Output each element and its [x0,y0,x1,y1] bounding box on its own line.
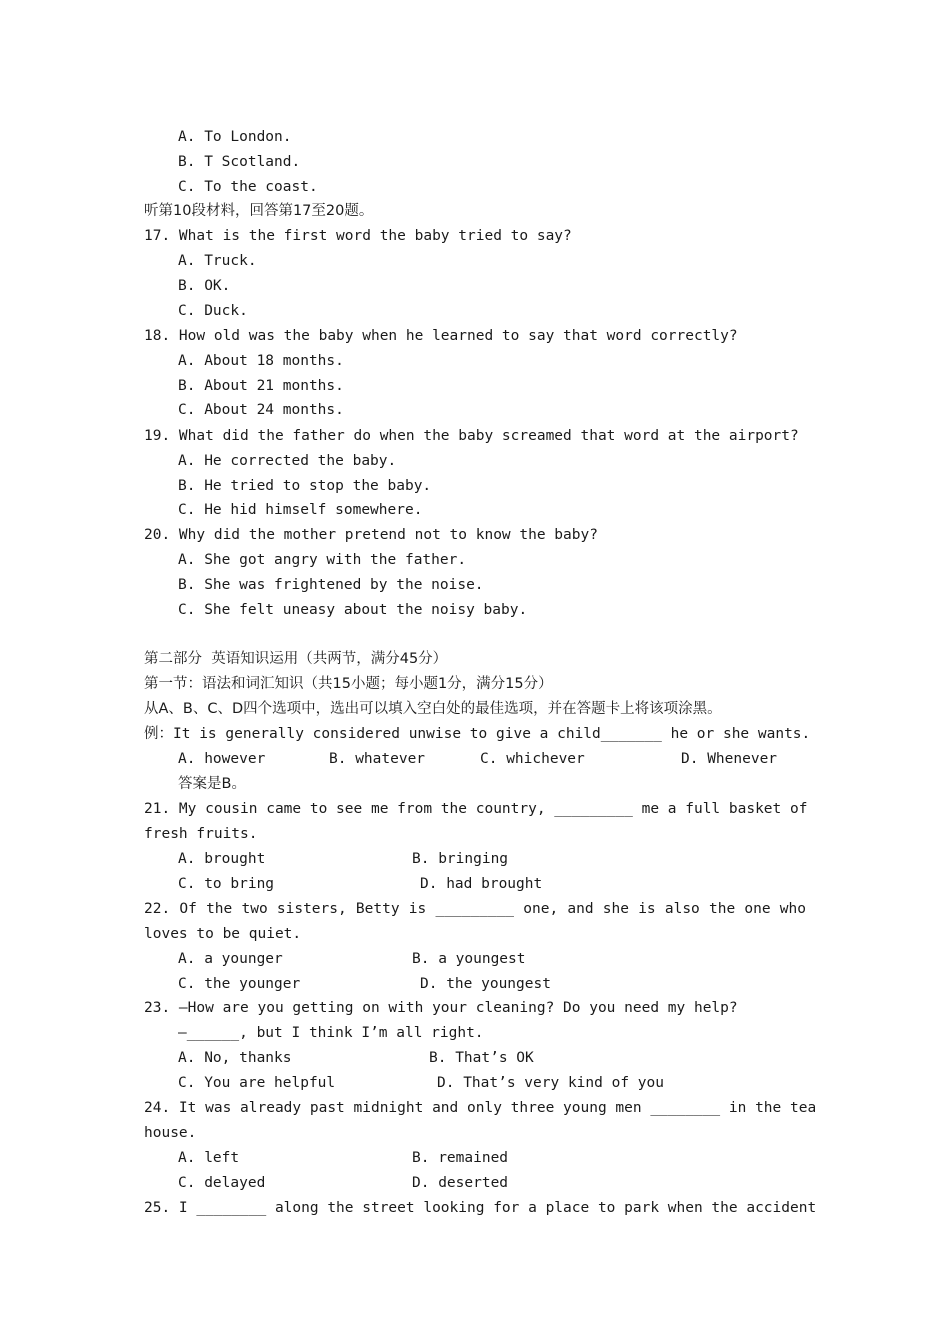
option-d: D. deserted [412,1175,509,1191]
question-text: 20. Why did the mother pretend not to know the baby? [144,527,598,543]
question-text: 22. Of the two sisters, Betty is _________ one, and she is also the one who [144,901,806,917]
option-a: A. a younger [178,951,283,967]
example-question: 例：It is generally considered unwise to give a child_______ he or she wants. [144,726,811,742]
question-text-cont: loves to be quiet. [144,926,302,942]
part-title: 第二部分 英语知识运用（共两节，满分45分） [144,651,448,667]
option-d: D. That’s very kind of you [437,1075,664,1091]
option-text: B. About 21 months. [178,378,344,394]
option-text: A. Truck. [178,253,257,269]
option-text: C. About 24 months. [178,402,344,418]
question-text-cont: —______, but I think I’m all right. [178,1025,484,1041]
example-option-c: C. whichever [480,751,585,767]
option-c: C. to bring [178,876,275,892]
option-text: A. He corrected the baby. [178,453,397,469]
option-text: C. Duck. [178,303,248,319]
section-title: 第一节：语法和词汇知识（共15小题；每小题1分，满分15分） [144,676,553,692]
example-option-d: D. Whenever [681,751,778,767]
option-a: A. brought [178,851,266,867]
option-c: C. delayed [178,1175,266,1191]
question-text: 21. My cousin came to see me from the country, _________ me a full basket of [144,801,808,817]
option-text: A. To London. [178,129,292,145]
option-a: A. No, thanks [178,1050,292,1066]
question-text: 24. It was already past midnight and only three young men ________ in the tea [144,1100,817,1116]
option-b: B. remained [412,1150,509,1166]
option-text: C. He hid himself somewhere. [178,502,423,518]
option-b: B. That’s OK [429,1050,534,1066]
option-c: C. You are helpful [178,1075,336,1091]
option-text: C. She felt uneasy about the noisy baby. [178,602,528,618]
question-text: 17. What is the first word the baby tried to say? [144,228,572,244]
option-text: B. He tried to stop the baby. [178,478,432,494]
option-text: A. She got angry with the father. [178,552,467,568]
option-a: A. left [178,1150,240,1166]
question-text: 19. What did the father do when the baby screamed that word at the airport? [144,428,799,444]
question-text: 23. —How are you getting on with your cleaning? Do you need my help? [144,1000,738,1016]
option-text: C. To the coast. [178,179,318,195]
option-c: C. the younger [178,976,301,992]
option-b: B. bringing [412,851,509,867]
section-intro: 听第10段材料，回答第17至20题。 [144,203,374,219]
example-option-a: A. however [178,751,266,767]
option-text: A. About 18 months. [178,353,344,369]
option-d: D. had brought [420,876,543,892]
option-text: B. OK. [178,278,231,294]
example-option-b: B. whatever [329,751,426,767]
instruction-text: 从A、B、C、D四个选项中，选出可以填入空白处的最佳选项，并在答题卡上将该项涂黑。 [144,701,722,717]
option-b: B. a youngest [412,951,526,967]
question-text: 25. I ________ along the street looking for a place to park when the accident [144,1200,817,1216]
option-text: B. T Scotland. [178,154,301,170]
question-text: 18. How old was the baby when he learned to say that word correctly? [144,328,738,344]
option-text: B. She was frightened by the noise. [178,577,484,593]
question-text-cont: fresh fruits. [144,826,258,842]
question-text-cont: house. [144,1125,197,1141]
example-answer: 答案是B。 [178,776,246,792]
option-d: D. the youngest [420,976,551,992]
